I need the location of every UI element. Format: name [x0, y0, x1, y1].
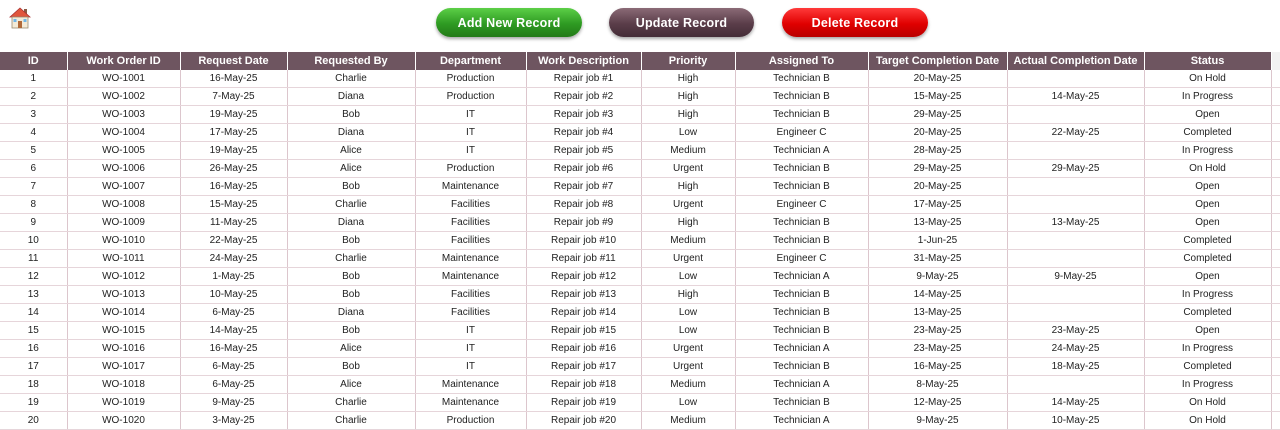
empty-column-header: [1271, 52, 1280, 70]
cell-request-date[interactable]: 19-May-25: [180, 106, 287, 124]
table-row[interactable]: [0, 178, 1280, 196]
cell-target-completion-date[interactable]: 29-May-25: [868, 106, 1007, 124]
column-header-actual-completion-date[interactable]: Actual Completion Date: [1007, 52, 1144, 70]
work-order-table-container: [0, 52, 1280, 430]
cell-request-date[interactable]: 24-May-25: [180, 250, 287, 268]
table-row[interactable]: [0, 232, 1280, 250]
cell-target-completion-date[interactable]: 16-May-25: [868, 358, 1007, 376]
update-record-button[interactable]: Update Record: [609, 8, 754, 37]
delete-record-button[interactable]: Delete Record: [782, 8, 928, 37]
cell-request-date[interactable]: 3-May-25: [180, 412, 287, 430]
cell-request-date[interactable]: 22-May-25: [180, 232, 287, 250]
cell-actual-completion-date[interactable]: [1007, 232, 1144, 250]
column-header-department[interactable]: Department: [415, 52, 526, 70]
empty-cell[interactable]: [1271, 376, 1280, 394]
cell-status[interactable]: Completed: [1144, 250, 1271, 268]
cell-request-date[interactable]: 6-May-25: [180, 304, 287, 322]
cell-priority[interactable]: Low: [641, 268, 735, 286]
cell-assigned-to[interactable]: Technician B: [735, 160, 868, 178]
cell-status[interactable]: In Progress: [1144, 88, 1271, 106]
cell-department[interactable]: IT: [415, 106, 526, 124]
cell-requested-by[interactable]: Diana: [287, 88, 415, 106]
cell-status[interactable]: Open: [1144, 214, 1271, 232]
cell-request-date[interactable]: 26-May-25: [180, 160, 287, 178]
cell-requested-by[interactable]: Bob: [287, 106, 415, 124]
cell-department[interactable]: Maintenance: [415, 178, 526, 196]
cell-priority[interactable]: Urgent: [641, 250, 735, 268]
cell-work-description[interactable]: Repair job #15: [526, 322, 641, 340]
empty-cell[interactable]: [1271, 268, 1280, 286]
table-row[interactable]: [0, 70, 1280, 88]
cell-target-completion-date[interactable]: 17-May-25: [868, 196, 1007, 214]
cell-id[interactable]: 10: [0, 232, 67, 250]
cell-requested-by[interactable]: Charlie: [287, 250, 415, 268]
cell-requested-by[interactable]: Alice: [287, 376, 415, 394]
cell-department[interactable]: IT: [415, 124, 526, 142]
cell-work-order-id[interactable]: WO-1005: [67, 142, 180, 160]
cell-actual-completion-date[interactable]: [1007, 178, 1144, 196]
cell-status[interactable]: On Hold: [1144, 394, 1271, 412]
column-header-work-order-id[interactable]: Work Order ID: [67, 52, 180, 70]
cell-actual-completion-date[interactable]: 14-May-25: [1007, 394, 1144, 412]
cell-department[interactable]: Production: [415, 160, 526, 178]
cell-assigned-to[interactable]: Technician A: [735, 340, 868, 358]
column-header-priority[interactable]: Priority: [641, 52, 735, 70]
cell-id[interactable]: 7: [0, 178, 67, 196]
cell-priority[interactable]: Low: [641, 304, 735, 322]
cell-actual-completion-date[interactable]: [1007, 70, 1144, 88]
column-header-id[interactable]: ID: [0, 52, 67, 70]
cell-work-description[interactable]: Repair job #16: [526, 340, 641, 358]
table-row[interactable]: [0, 106, 1280, 124]
cell-priority[interactable]: High: [641, 286, 735, 304]
cell-status[interactable]: On Hold: [1144, 412, 1271, 430]
cell-request-date[interactable]: 19-May-25: [180, 142, 287, 160]
table-row[interactable]: [0, 124, 1280, 142]
cell-work-description[interactable]: Repair job #20: [526, 412, 641, 430]
cell-priority[interactable]: High: [641, 214, 735, 232]
cell-actual-completion-date[interactable]: 23-May-25: [1007, 322, 1144, 340]
cell-target-completion-date[interactable]: 20-May-25: [868, 124, 1007, 142]
cell-target-completion-date[interactable]: 8-May-25: [868, 376, 1007, 394]
cell-target-completion-date[interactable]: 29-May-25: [868, 160, 1007, 178]
cell-assigned-to[interactable]: Technician B: [735, 106, 868, 124]
cell-assigned-to[interactable]: Technician B: [735, 88, 868, 106]
cell-status[interactable]: Open: [1144, 268, 1271, 286]
cell-assigned-to[interactable]: Technician B: [735, 322, 868, 340]
cell-assigned-to[interactable]: Technician A: [735, 376, 868, 394]
cell-assigned-to[interactable]: Technician B: [735, 286, 868, 304]
cell-requested-by[interactable]: Diana: [287, 214, 415, 232]
table-row[interactable]: [0, 268, 1280, 286]
cell-target-completion-date[interactable]: 20-May-25: [868, 178, 1007, 196]
empty-cell[interactable]: [1271, 214, 1280, 232]
cell-id[interactable]: 19: [0, 394, 67, 412]
table-body: [0, 70, 1280, 430]
cell-assigned-to[interactable]: Engineer C: [735, 196, 868, 214]
cell-work-description[interactable]: Repair job #17: [526, 358, 641, 376]
home-icon[interactable]: [9, 7, 31, 29]
cell-work-order-id[interactable]: WO-1015: [67, 322, 180, 340]
cell-requested-by[interactable]: Charlie: [287, 196, 415, 214]
cell-request-date[interactable]: 6-May-25: [180, 376, 287, 394]
cell-id[interactable]: 4: [0, 124, 67, 142]
column-header-assigned-to[interactable]: Assigned To: [735, 52, 868, 70]
cell-status[interactable]: Open: [1144, 106, 1271, 124]
cell-requested-by[interactable]: Charlie: [287, 412, 415, 430]
cell-work-order-id[interactable]: WO-1011: [67, 250, 180, 268]
cell-work-description[interactable]: Repair job #12: [526, 268, 641, 286]
empty-cell[interactable]: [1271, 322, 1280, 340]
cell-department[interactable]: Facilities: [415, 196, 526, 214]
cell-assigned-to[interactable]: Technician B: [735, 214, 868, 232]
empty-cell[interactable]: [1271, 412, 1280, 430]
cell-request-date[interactable]: 16-May-25: [180, 70, 287, 88]
empty-cell[interactable]: [1271, 160, 1280, 178]
cell-actual-completion-date[interactable]: [1007, 250, 1144, 268]
cell-assigned-to[interactable]: Technician A: [735, 268, 868, 286]
cell-requested-by[interactable]: Bob: [287, 358, 415, 376]
cell-id[interactable]: 15: [0, 322, 67, 340]
cell-id[interactable]: 6: [0, 160, 67, 178]
cell-status[interactable]: Completed: [1144, 358, 1271, 376]
cell-actual-completion-date[interactable]: [1007, 142, 1144, 160]
table-header-row: [0, 52, 1280, 70]
cell-target-completion-date[interactable]: 1-Jun-25: [868, 232, 1007, 250]
cell-department[interactable]: Production: [415, 88, 526, 106]
cell-work-description[interactable]: Repair job #11: [526, 250, 641, 268]
table-row[interactable]: [0, 412, 1280, 430]
cell-actual-completion-date[interactable]: 10-May-25: [1007, 412, 1144, 430]
empty-cell[interactable]: [1271, 394, 1280, 412]
table-row[interactable]: [0, 142, 1280, 160]
table-row[interactable]: [0, 214, 1280, 232]
cell-actual-completion-date[interactable]: 22-May-25: [1007, 124, 1144, 142]
cell-status[interactable]: In Progress: [1144, 142, 1271, 160]
cell-department[interactable]: Maintenance: [415, 250, 526, 268]
cell-work-order-id[interactable]: WO-1016: [67, 340, 180, 358]
cell-work-order-id[interactable]: WO-1003: [67, 106, 180, 124]
cell-department[interactable]: IT: [415, 358, 526, 376]
table-row[interactable]: [0, 340, 1280, 358]
cell-target-completion-date[interactable]: 31-May-25: [868, 250, 1007, 268]
cell-request-date[interactable]: 7-May-25: [180, 88, 287, 106]
cell-priority[interactable]: Low: [641, 394, 735, 412]
cell-work-description[interactable]: Repair job #4: [526, 124, 641, 142]
cell-assigned-to[interactable]: Technician B: [735, 232, 868, 250]
cell-requested-by[interactable]: Bob: [287, 178, 415, 196]
cell-assigned-to[interactable]: Technician B: [735, 394, 868, 412]
cell-work-order-id[interactable]: WO-1019: [67, 394, 180, 412]
table-row[interactable]: [0, 304, 1280, 322]
cell-status[interactable]: In Progress: [1144, 286, 1271, 304]
cell-work-description[interactable]: Repair job #10: [526, 232, 641, 250]
cell-status[interactable]: Completed: [1144, 232, 1271, 250]
cell-department[interactable]: Facilities: [415, 214, 526, 232]
cell-id[interactable]: 20: [0, 412, 67, 430]
cell-actual-completion-date[interactable]: [1007, 106, 1144, 124]
cell-actual-completion-date[interactable]: [1007, 286, 1144, 304]
cell-priority[interactable]: High: [641, 88, 735, 106]
cell-priority[interactable]: Medium: [641, 142, 735, 160]
cell-requested-by[interactable]: Diana: [287, 304, 415, 322]
empty-cell[interactable]: [1271, 358, 1280, 376]
cell-id[interactable]: 14: [0, 304, 67, 322]
cell-department[interactable]: Facilities: [415, 304, 526, 322]
cell-target-completion-date[interactable]: 23-May-25: [868, 322, 1007, 340]
cell-department[interactable]: Production: [415, 412, 526, 430]
cell-target-completion-date[interactable]: 13-May-25: [868, 304, 1007, 322]
cell-work-order-id[interactable]: WO-1017: [67, 358, 180, 376]
cell-requested-by[interactable]: Alice: [287, 142, 415, 160]
table-row[interactable]: [0, 88, 1280, 106]
cell-id[interactable]: 8: [0, 196, 67, 214]
cell-work-order-id[interactable]: WO-1007: [67, 178, 180, 196]
cell-department[interactable]: IT: [415, 142, 526, 160]
cell-requested-by[interactable]: Bob: [287, 268, 415, 286]
cell-work-order-id[interactable]: WO-1008: [67, 196, 180, 214]
cell-work-order-id[interactable]: WO-1001: [67, 70, 180, 88]
cell-requested-by[interactable]: Charlie: [287, 394, 415, 412]
cell-assigned-to[interactable]: Technician B: [735, 70, 868, 88]
cell-request-date[interactable]: 16-May-25: [180, 340, 287, 358]
cell-requested-by[interactable]: Bob: [287, 232, 415, 250]
cell-work-description[interactable]: Repair job #8: [526, 196, 641, 214]
cell-id[interactable]: 3: [0, 106, 67, 124]
cell-work-description[interactable]: Repair job #5: [526, 142, 641, 160]
cell-actual-completion-date[interactable]: [1007, 376, 1144, 394]
table-row[interactable]: [0, 196, 1280, 214]
cell-department[interactable]: Maintenance: [415, 394, 526, 412]
cell-assigned-to[interactable]: Technician B: [735, 178, 868, 196]
table-row[interactable]: [0, 160, 1280, 178]
cell-status[interactable]: Completed: [1144, 124, 1271, 142]
cell-department[interactable]: Maintenance: [415, 376, 526, 394]
empty-cell[interactable]: [1271, 304, 1280, 322]
cell-request-date[interactable]: 17-May-25: [180, 124, 287, 142]
column-header-status[interactable]: Status: [1144, 52, 1271, 70]
table-row[interactable]: [0, 358, 1280, 376]
cell-id[interactable]: 18: [0, 376, 67, 394]
cell-priority[interactable]: Urgent: [641, 358, 735, 376]
cell-priority[interactable]: High: [641, 70, 735, 88]
cell-work-order-id[interactable]: WO-1018: [67, 376, 180, 394]
cell-actual-completion-date[interactable]: 18-May-25: [1007, 358, 1144, 376]
empty-cell[interactable]: [1271, 178, 1280, 196]
cell-actual-completion-date[interactable]: [1007, 196, 1144, 214]
cell-assigned-to[interactable]: Technician A: [735, 412, 868, 430]
cell-work-order-id[interactable]: WO-1020: [67, 412, 180, 430]
cell-work-order-id[interactable]: WO-1002: [67, 88, 180, 106]
cell-target-completion-date[interactable]: 9-May-25: [868, 268, 1007, 286]
cell-requested-by[interactable]: Alice: [287, 340, 415, 358]
cell-assigned-to[interactable]: Engineer C: [735, 250, 868, 268]
cell-work-description[interactable]: Repair job #18: [526, 376, 641, 394]
cell-actual-completion-date[interactable]: 14-May-25: [1007, 88, 1144, 106]
cell-work-description[interactable]: Repair job #1: [526, 70, 641, 88]
cell-requested-by[interactable]: Bob: [287, 286, 415, 304]
cell-status[interactable]: Open: [1144, 178, 1271, 196]
cell-id[interactable]: 5: [0, 142, 67, 160]
empty-cell[interactable]: [1271, 124, 1280, 142]
cell-work-description[interactable]: Repair job #9: [526, 214, 641, 232]
cell-id[interactable]: 16: [0, 340, 67, 358]
cell-department[interactable]: Production: [415, 70, 526, 88]
column-header-requested-by[interactable]: Requested By: [287, 52, 415, 70]
cell-id[interactable]: 17: [0, 358, 67, 376]
cell-assigned-to[interactable]: Technician A: [735, 142, 868, 160]
add-new-record-button[interactable]: Add New Record: [436, 8, 582, 37]
cell-priority[interactable]: High: [641, 106, 735, 124]
cell-work-order-id[interactable]: WO-1012: [67, 268, 180, 286]
cell-requested-by[interactable]: Charlie: [287, 70, 415, 88]
cell-actual-completion-date[interactable]: 24-May-25: [1007, 340, 1144, 358]
cell-actual-completion-date[interactable]: 9-May-25: [1007, 268, 1144, 286]
cell-id[interactable]: 1: [0, 70, 67, 88]
cell-priority[interactable]: Urgent: [641, 340, 735, 358]
cell-actual-completion-date[interactable]: [1007, 304, 1144, 322]
cell-request-date[interactable]: 16-May-25: [180, 178, 287, 196]
cell-work-description[interactable]: Repair job #3: [526, 106, 641, 124]
cell-target-completion-date[interactable]: 23-May-25: [868, 340, 1007, 358]
cell-work-description[interactable]: Repair job #19: [526, 394, 641, 412]
cell-work-description[interactable]: Repair job #14: [526, 304, 641, 322]
cell-department[interactable]: Maintenance: [415, 268, 526, 286]
cell-work-order-id[interactable]: WO-1010: [67, 232, 180, 250]
cell-request-date[interactable]: 14-May-25: [180, 322, 287, 340]
cell-target-completion-date[interactable]: 15-May-25: [868, 88, 1007, 106]
cell-work-description[interactable]: Repair job #6: [526, 160, 641, 178]
cell-assigned-to[interactable]: Engineer C: [735, 124, 868, 142]
table-row[interactable]: [0, 322, 1280, 340]
cell-id[interactable]: 11: [0, 250, 67, 268]
cell-request-date[interactable]: 6-May-25: [180, 358, 287, 376]
cell-priority[interactable]: Urgent: [641, 160, 735, 178]
cell-requested-by[interactable]: Bob: [287, 322, 415, 340]
cell-request-date[interactable]: 11-May-25: [180, 214, 287, 232]
column-header-work-description[interactable]: Work Description: [526, 52, 641, 70]
table-row[interactable]: [0, 286, 1280, 304]
cell-work-order-id[interactable]: WO-1009: [67, 214, 180, 232]
cell-status[interactable]: In Progress: [1144, 340, 1271, 358]
empty-cell[interactable]: [1271, 232, 1280, 250]
empty-cell[interactable]: [1271, 106, 1280, 124]
table-row[interactable]: [0, 376, 1280, 394]
empty-cell[interactable]: [1271, 340, 1280, 358]
cell-department[interactable]: Facilities: [415, 232, 526, 250]
cell-priority[interactable]: Low: [641, 124, 735, 142]
column-header-request-date[interactable]: Request Date: [180, 52, 287, 70]
cell-status[interactable]: On Hold: [1144, 160, 1271, 178]
cell-priority[interactable]: High: [641, 178, 735, 196]
cell-target-completion-date[interactable]: 14-May-25: [868, 286, 1007, 304]
cell-target-completion-date[interactable]: 13-May-25: [868, 214, 1007, 232]
table-row[interactable]: [0, 250, 1280, 268]
empty-cell[interactable]: [1271, 250, 1280, 268]
cell-work-order-id[interactable]: WO-1006: [67, 160, 180, 178]
cell-id[interactable]: 13: [0, 286, 67, 304]
cell-request-date[interactable]: 1-May-25: [180, 268, 287, 286]
cell-priority[interactable]: Medium: [641, 412, 735, 430]
cell-work-order-id[interactable]: WO-1014: [67, 304, 180, 322]
cell-status[interactable]: Open: [1144, 196, 1271, 214]
empty-cell[interactable]: [1271, 286, 1280, 304]
cell-actual-completion-date[interactable]: 29-May-25: [1007, 160, 1144, 178]
cell-department[interactable]: IT: [415, 340, 526, 358]
cell-department[interactable]: Facilities: [415, 286, 526, 304]
table-row[interactable]: [0, 394, 1280, 412]
cell-actual-completion-date[interactable]: 13-May-25: [1007, 214, 1144, 232]
cell-work-order-id[interactable]: WO-1013: [67, 286, 180, 304]
cell-requested-by[interactable]: Diana: [287, 124, 415, 142]
cell-request-date[interactable]: 9-May-25: [180, 394, 287, 412]
empty-cell[interactable]: [1271, 142, 1280, 160]
cell-target-completion-date[interactable]: 20-May-25: [868, 70, 1007, 88]
cell-work-order-id[interactable]: WO-1004: [67, 124, 180, 142]
cell-target-completion-date[interactable]: 28-May-25: [868, 142, 1007, 160]
cell-priority[interactable]: Urgent: [641, 196, 735, 214]
cell-request-date[interactable]: 10-May-25: [180, 286, 287, 304]
cell-work-description[interactable]: Repair job #7: [526, 178, 641, 196]
empty-cell[interactable]: [1271, 88, 1280, 106]
cell-target-completion-date[interactable]: 9-May-25: [868, 412, 1007, 430]
cell-requested-by[interactable]: Alice: [287, 160, 415, 178]
cell-work-description[interactable]: Repair job #2: [526, 88, 641, 106]
cell-assigned-to[interactable]: Technician B: [735, 304, 868, 322]
cell-target-completion-date[interactable]: 12-May-25: [868, 394, 1007, 412]
empty-cell[interactable]: [1271, 70, 1280, 88]
cell-id[interactable]: 9: [0, 214, 67, 232]
empty-cell[interactable]: [1271, 196, 1280, 214]
cell-department[interactable]: IT: [415, 322, 526, 340]
cell-status[interactable]: Open: [1144, 322, 1271, 340]
column-header-target-completion-date[interactable]: Target Completion Date: [868, 52, 1007, 70]
cell-id[interactable]: 12: [0, 268, 67, 286]
work-order-table: [0, 52, 1280, 430]
cell-assigned-to[interactable]: Technician B: [735, 358, 868, 376]
cell-status[interactable]: In Progress: [1144, 376, 1271, 394]
cell-priority[interactable]: Low: [641, 322, 735, 340]
cell-priority[interactable]: Medium: [641, 376, 735, 394]
cell-status[interactable]: Completed: [1144, 304, 1271, 322]
cell-id[interactable]: 2: [0, 88, 67, 106]
cell-work-description[interactable]: Repair job #13: [526, 286, 641, 304]
cell-priority[interactable]: Medium: [641, 232, 735, 250]
cell-request-date[interactable]: 15-May-25: [180, 196, 287, 214]
cell-status[interactable]: On Hold: [1144, 70, 1271, 88]
